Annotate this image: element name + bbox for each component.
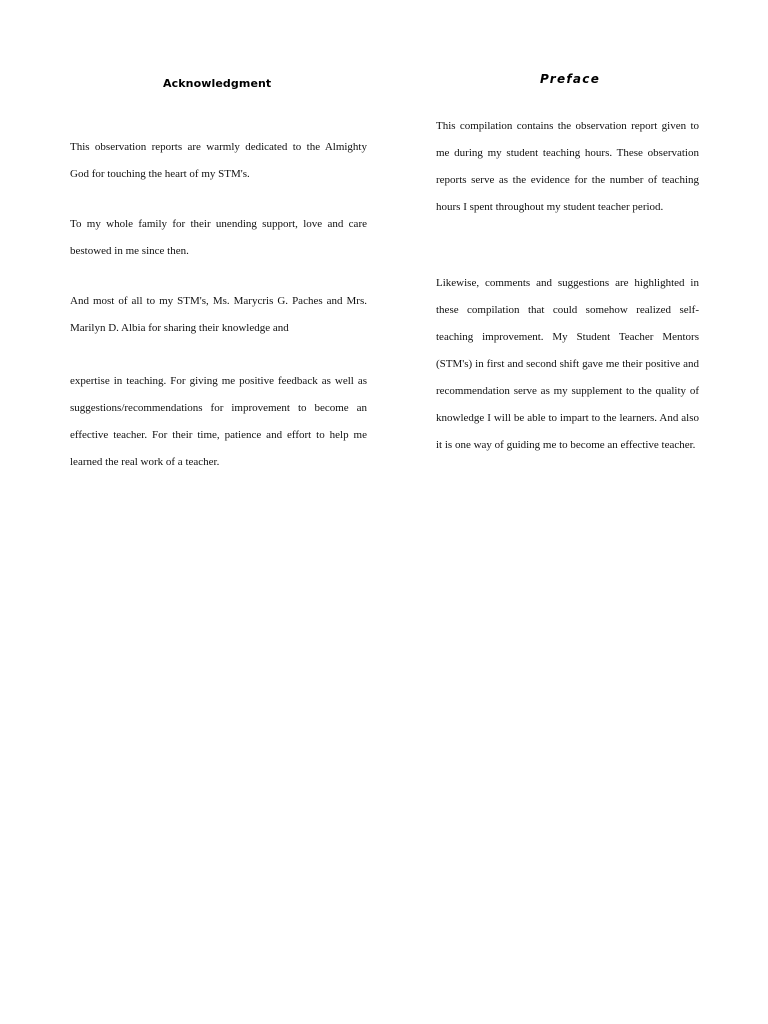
preface-paragraph-2: Likewise, comments and suggestions are highlighted in these compilation that could somehow realized self-teaching improvement. My Student Teacher Mentors (STM's) in first and second shift gave me their positive and recommendation serve as my supplement to the quality of knowledge I will be able to impart to the learners. And also it is one way of guiding me to become an effective teacher. — [436, 277, 699, 451]
acknowledgment-paragraph-3: And most of all to my STM's, Ms. Marycris G. Paches and Mrs. Marilyn D. Albia for sharing their knowledge and — [70, 295, 367, 334]
acknowledgment-paragraph-4: expertise in teaching. For giving me positive feedback as well as suggestions/recommendations for improvement to become an effective teacher. For their time, patience and effort to help me learned the real work of a teacher. — [70, 375, 367, 468]
preface-title: Preface — [540, 72, 601, 86]
acknowledgment-title: Acknowledgment — [163, 77, 272, 90]
acknowledgment-paragraph-1: This observation reports are warmly dedicated to the Almighty God for touching the heart of my STM's. — [70, 141, 367, 180]
preface-paragraph-1: This compilation contains the observation report given to me during my student teaching hours. These observation reports serve as the evidence for the number of teaching hours I spent throughout my student teacher period. — [436, 120, 699, 213]
acknowledgment-paragraph-2: To my whole family for their unending support, love and care bestowed in me since then. — [70, 218, 367, 257]
